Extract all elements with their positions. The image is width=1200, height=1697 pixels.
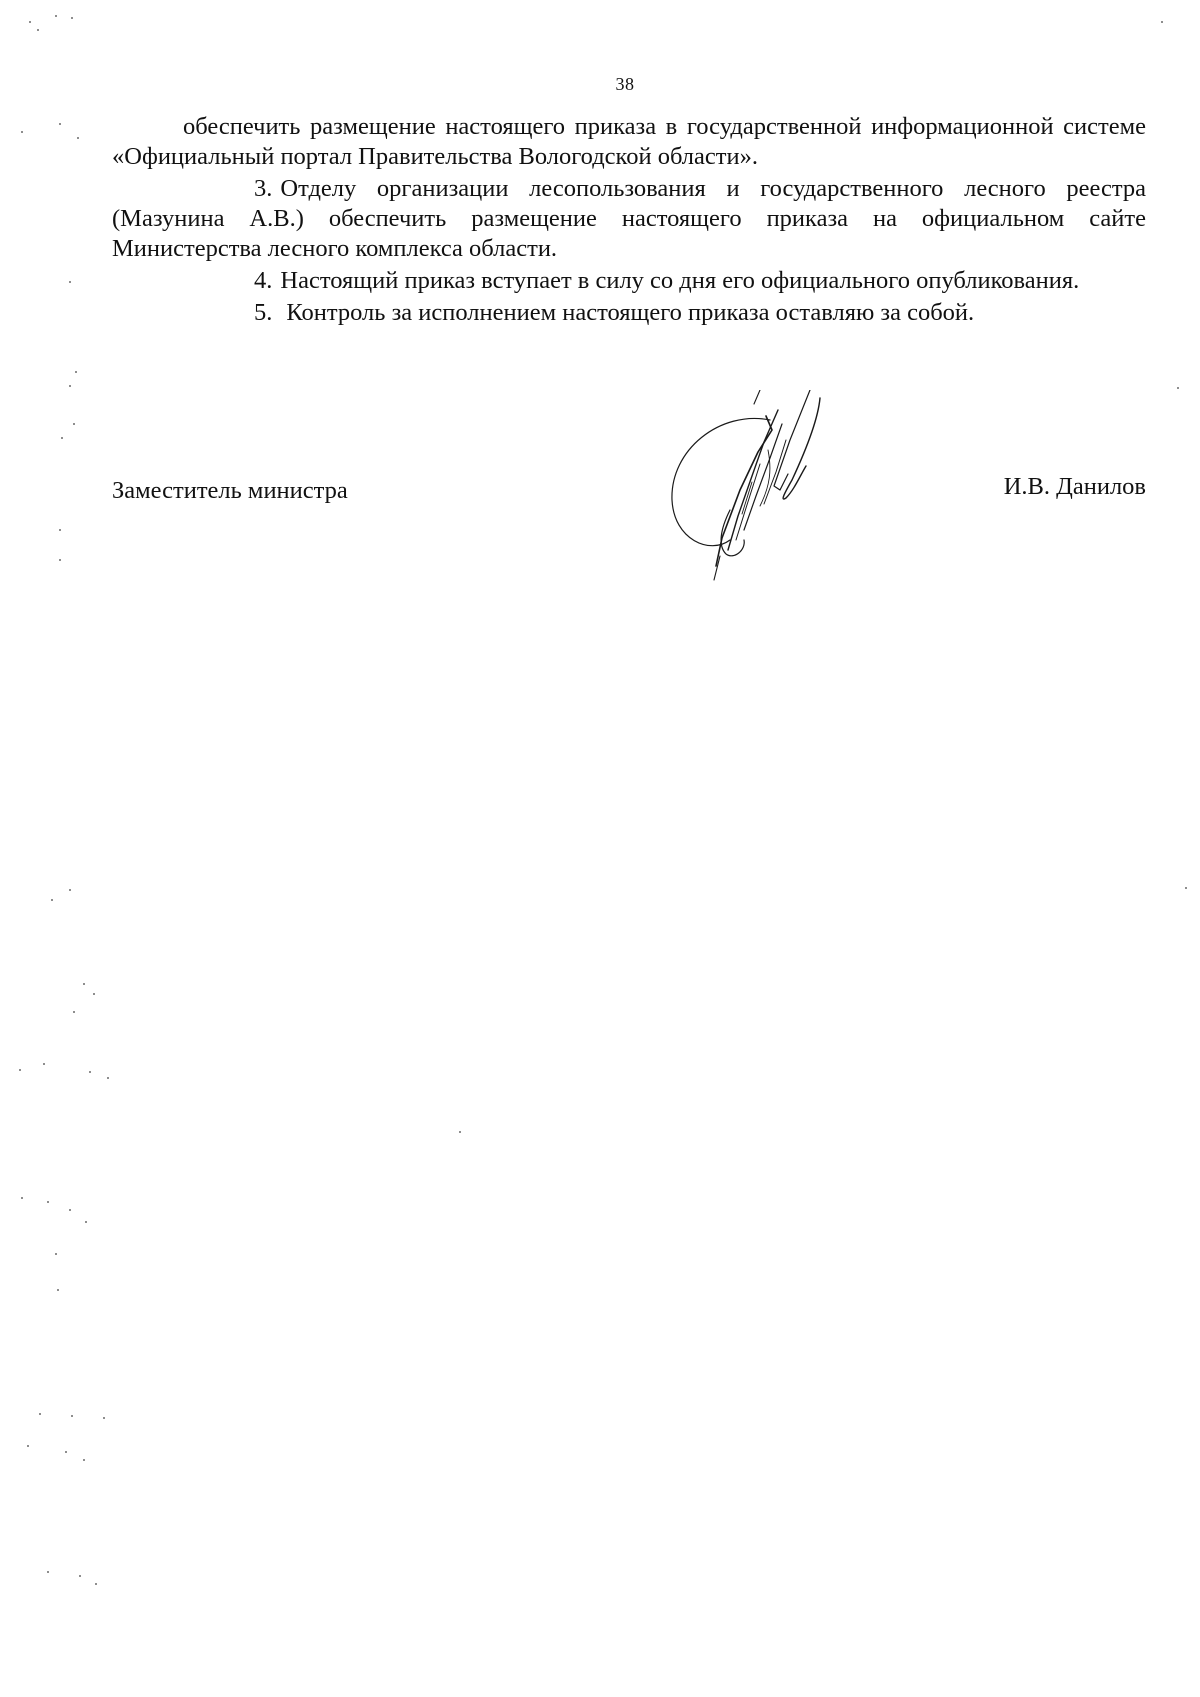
item-number: 4.	[254, 267, 273, 294]
item-number: 5.	[254, 299, 273, 326]
paragraph-text: Настоящий приказ вступает в силу со дня его официального опубликования.	[280, 267, 1080, 294]
paragraph-text: Отделу организации лесопользования и государственного лесного реестра (Мазунина А.В.) обеспечить размещение настоящего приказа на официальном сайте Министерства лесного комплекса области.	[112, 175, 1146, 262]
document-body	[112, 112, 1146, 330]
paragraph-item-4	[112, 266, 1146, 296]
handwritten-signature	[660, 390, 900, 630]
paragraph-text: Контроль за исполнением настоящего приказа оставляю за собой.	[286, 299, 975, 326]
paragraph-continuation	[112, 112, 1146, 172]
paragraph-item-5	[112, 298, 1146, 328]
page-number: 38	[615, 74, 635, 94]
signatory-name: И.В. Данилов	[1003, 473, 1146, 500]
item-number: 3.	[254, 175, 273, 202]
paragraph-text: обеспечить размещение настоящего приказа в государственной информационной системе «Официальный портал Правительства Вологодской области».	[112, 113, 1146, 170]
signatory-title: Заместитель министра	[112, 477, 348, 504]
paragraph-item-3	[112, 174, 1146, 264]
